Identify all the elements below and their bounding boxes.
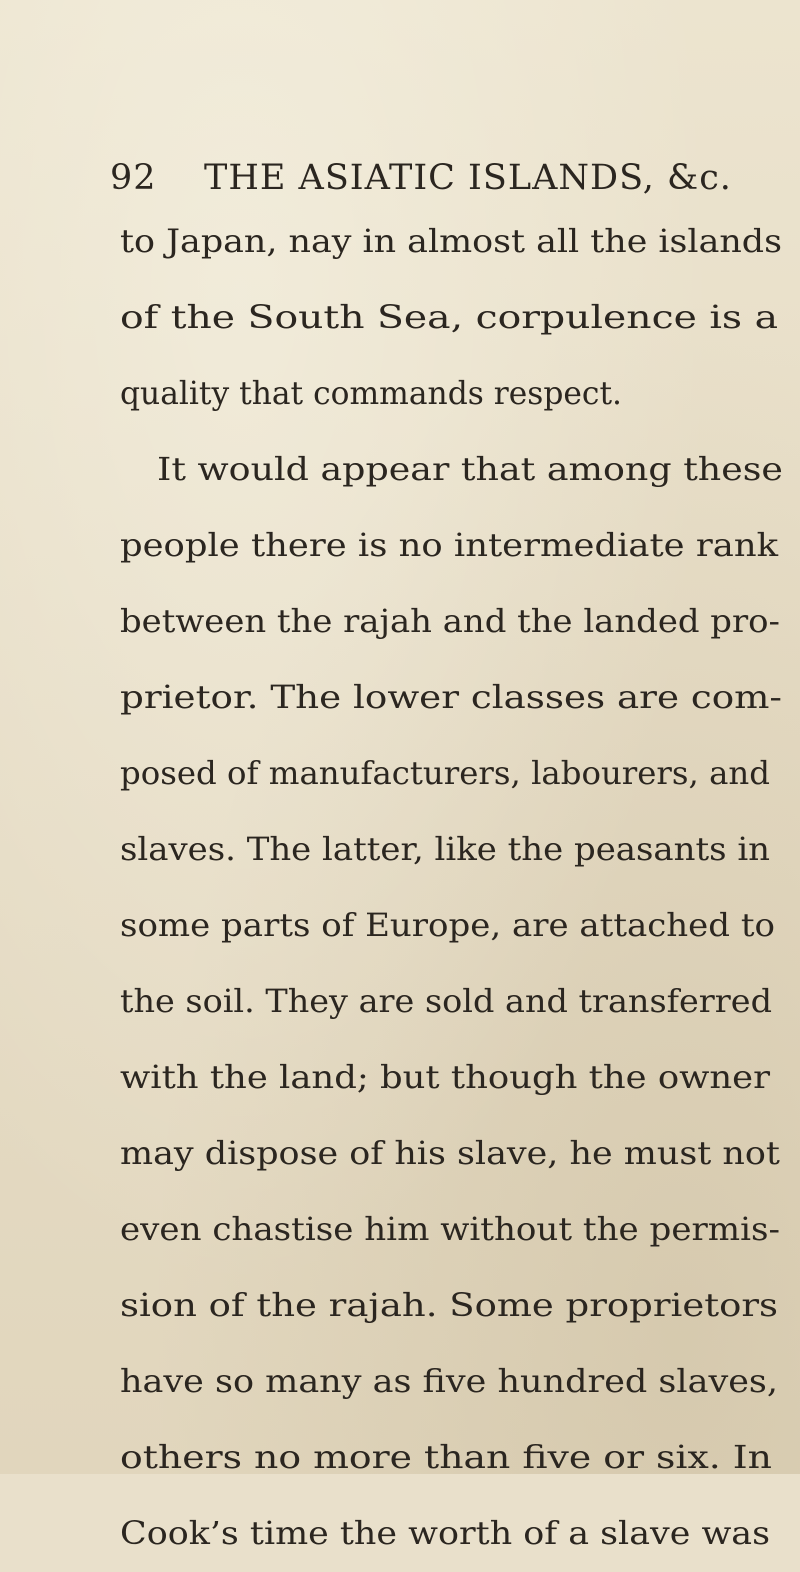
text-line xyxy=(0,1284,800,1344)
text-line xyxy=(0,1132,800,1192)
text-line xyxy=(0,980,800,1040)
text-line-content: even chastise him without the permis- xyxy=(120,1212,780,1248)
text-line xyxy=(0,752,800,812)
text-line-content: others no more than five or six. In xyxy=(120,1440,773,1476)
text-line xyxy=(0,904,800,964)
text-line xyxy=(0,676,800,736)
text-line xyxy=(0,600,800,660)
text-line-content: quality that commands respect. xyxy=(120,376,623,412)
text-line-content: of the South Sea, corpulence is a xyxy=(120,300,779,336)
text-line xyxy=(0,296,800,356)
text-line-content: slaves. The latter, like the peasants in xyxy=(120,832,771,868)
text-line xyxy=(0,220,800,280)
text-line-content: It would appear that among these xyxy=(157,452,783,488)
running-head xyxy=(110,158,750,208)
text-line-content: with the land; but though the owner xyxy=(120,1060,771,1096)
running-title: THE ASIATIC ISLANDS, &c. xyxy=(204,158,732,198)
text-line xyxy=(0,524,800,584)
text-line-content: some parts of Europe, are attached to xyxy=(120,908,775,944)
text-line-content: prietor. The lower classes are com- xyxy=(120,680,782,716)
text-line-content: have so many as five hundred slaves, xyxy=(120,1364,779,1400)
text-line-content: people there is no intermediate rank xyxy=(120,528,779,564)
text-line-content: posed of manufacturers, labourers, and xyxy=(120,756,770,792)
page-number: 92 xyxy=(110,158,157,198)
text-line xyxy=(0,372,800,432)
text-line xyxy=(0,1208,800,1268)
text-line-content: sion of the rajah. Some proprietors xyxy=(120,1288,779,1324)
text-line xyxy=(0,1512,800,1572)
text-line-content: may dispose of his slave, he must not xyxy=(120,1136,780,1172)
text-line-content: Cook’s time the worth of a slave was xyxy=(120,1516,771,1552)
text-line-content: to Japan, nay in almost all the islands xyxy=(120,224,783,260)
text-line-content: between the rajah and the landed pro- xyxy=(120,604,780,640)
text-line-content: the soil. They are sold and transferred xyxy=(120,984,773,1020)
text-line xyxy=(0,828,800,888)
text-line xyxy=(0,1436,800,1496)
text-line xyxy=(0,1360,800,1420)
text-line xyxy=(0,1056,800,1116)
paragraph-first-line xyxy=(0,448,800,508)
